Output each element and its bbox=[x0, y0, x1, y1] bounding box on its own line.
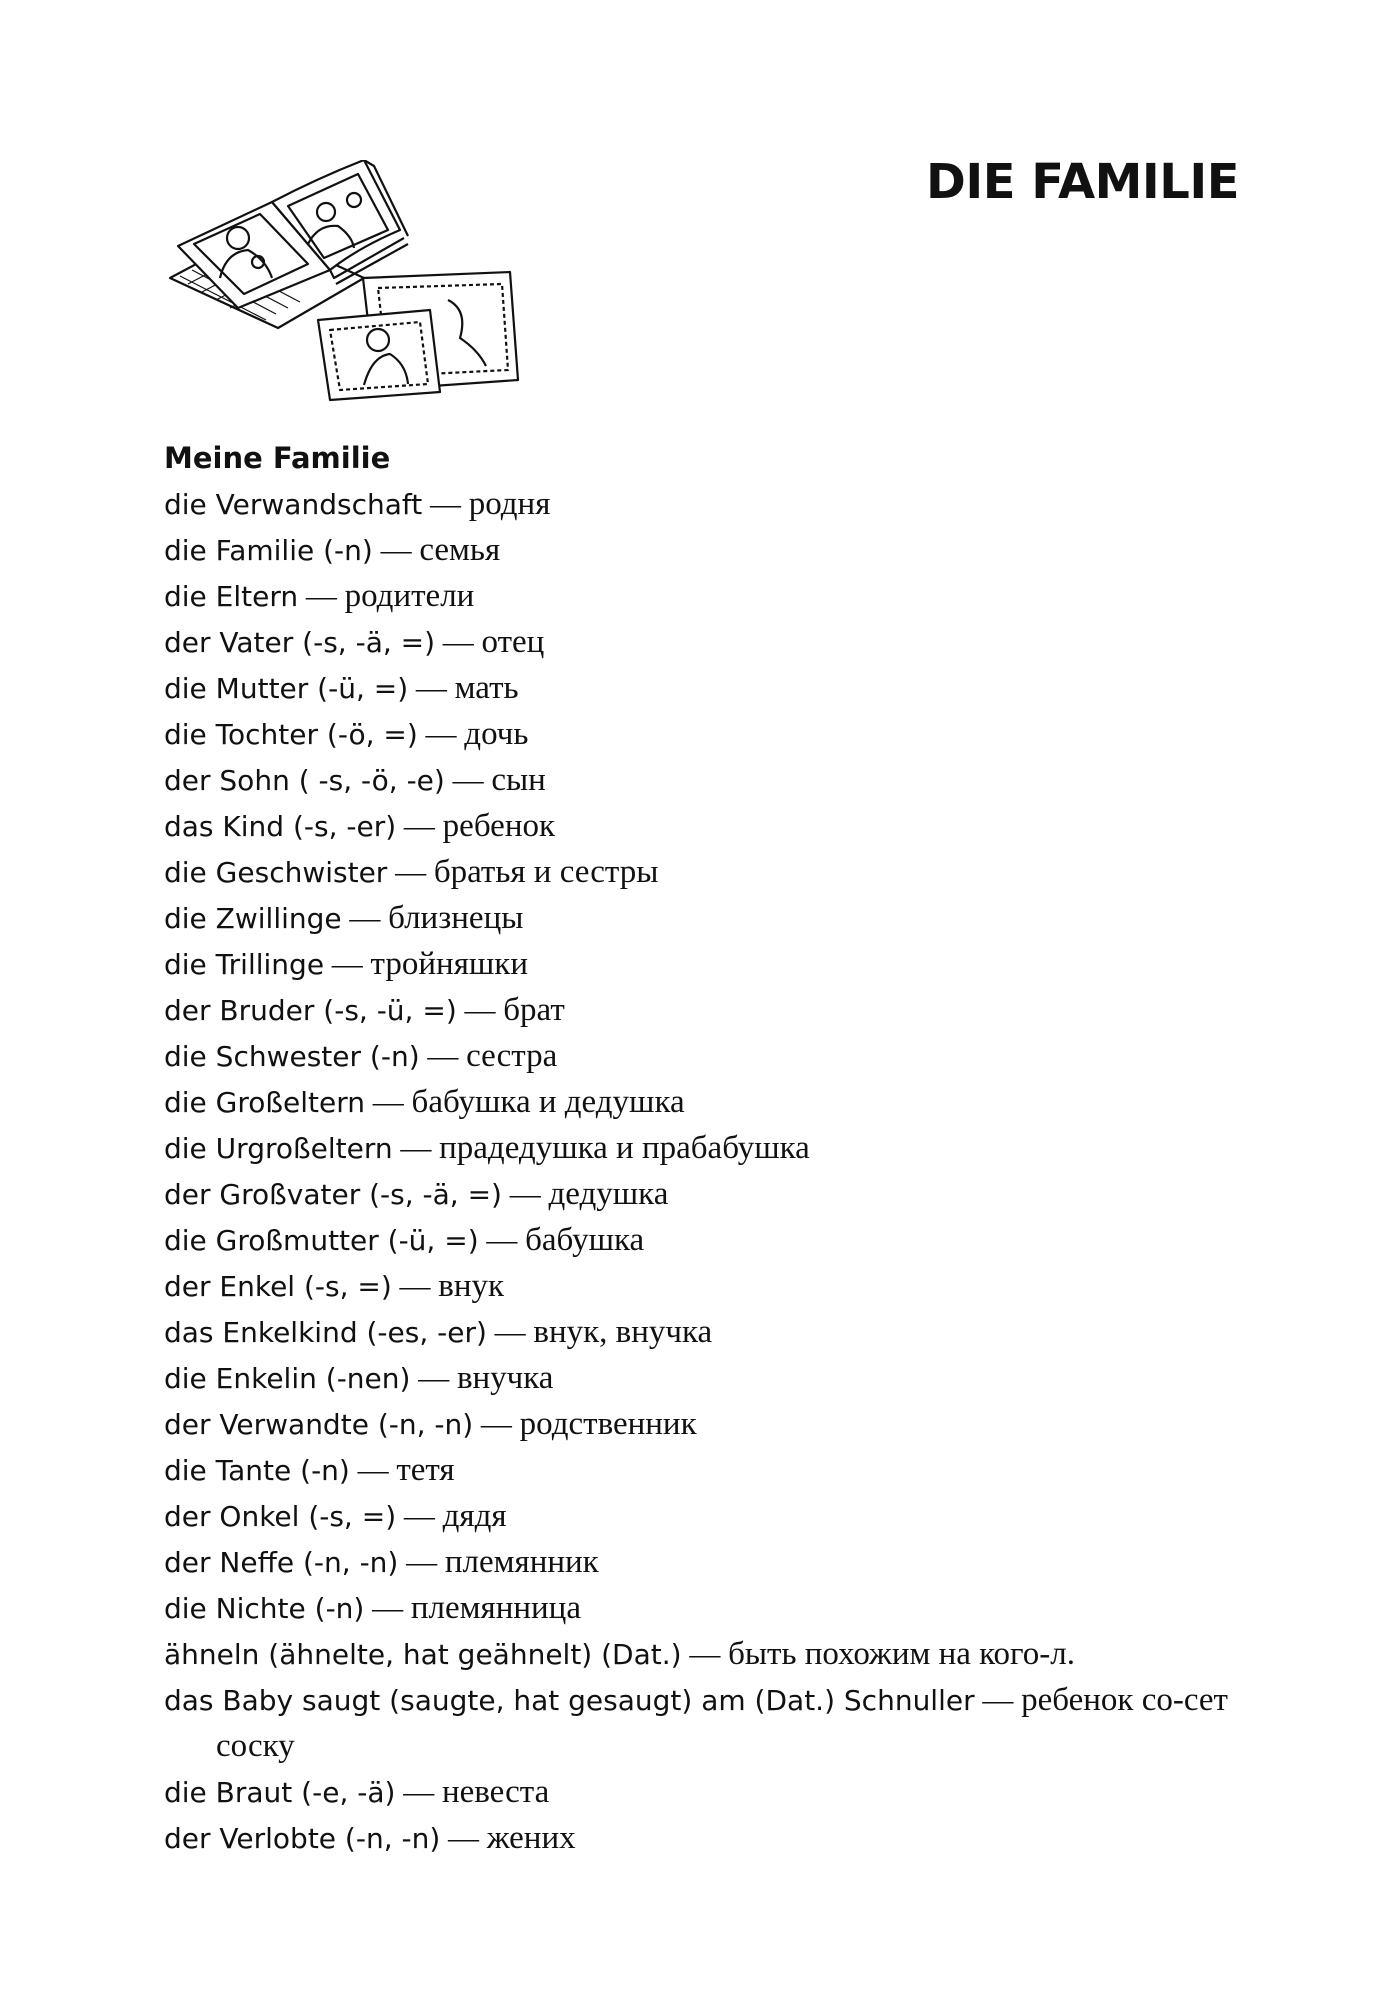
separator-dash: — bbox=[395, 854, 427, 889]
separator-dash: — bbox=[380, 532, 412, 567]
german-term: die Urgroßeltern bbox=[164, 1132, 393, 1165]
russian-translation: бабушка и дедушка bbox=[411, 1084, 685, 1120]
vocab-entry bbox=[164, 1447, 1244, 1493]
russian-translation: бабушка bbox=[525, 1222, 645, 1258]
russian-translation: тетя bbox=[396, 1452, 455, 1488]
german-term: der Enkel (-s, =) bbox=[164, 1270, 392, 1303]
separator-dash: — bbox=[427, 1038, 459, 1073]
vocab-entry bbox=[164, 1769, 1244, 1815]
photo-album-icon bbox=[168, 160, 528, 405]
german-term: die Trillinge bbox=[164, 948, 325, 981]
separator-dash: — bbox=[509, 1176, 541, 1211]
vocab-entry bbox=[164, 1263, 1244, 1309]
russian-translation: племянница bbox=[410, 1590, 581, 1626]
vocab-entry bbox=[164, 481, 1244, 527]
vocab-entry bbox=[164, 1309, 1244, 1355]
german-term: das Enkelkind (-es, -er) bbox=[164, 1316, 487, 1349]
russian-translation: ребенок со-сет соску bbox=[216, 1682, 1228, 1764]
separator-dash: — bbox=[494, 1314, 526, 1349]
russian-translation: сын bbox=[491, 762, 546, 798]
vocab-entry bbox=[164, 1401, 1244, 1447]
russian-translation: близнецы bbox=[388, 900, 524, 936]
separator-dash: — bbox=[372, 1084, 404, 1119]
german-term: der Vater (-s, -ä, =) bbox=[164, 626, 436, 659]
vocab-entry bbox=[164, 987, 1244, 1033]
german-term: die Eltern bbox=[164, 580, 299, 613]
german-term: die Familie (-n) bbox=[164, 534, 373, 567]
vocabulary-list bbox=[164, 481, 1244, 1861]
vocab-entry bbox=[164, 1539, 1244, 1585]
russian-translation: братья и сестры bbox=[433, 854, 659, 890]
vocab-entry bbox=[164, 1171, 1244, 1217]
separator-dash: — bbox=[429, 486, 461, 521]
separator-dash: — bbox=[464, 992, 496, 1027]
vocab-entry bbox=[164, 941, 1244, 987]
russian-translation: родня bbox=[468, 486, 551, 522]
german-term: der Verwandte (-n, -n) bbox=[164, 1408, 474, 1441]
russian-translation: родители bbox=[344, 578, 475, 614]
russian-translation: внук bbox=[438, 1268, 505, 1304]
russian-translation: родственник bbox=[519, 1406, 697, 1442]
separator-dash: — bbox=[406, 1544, 438, 1579]
russian-translation: отец bbox=[481, 624, 545, 660]
german-term: die Mutter (-ü, =) bbox=[164, 672, 409, 705]
german-term: der Sohn ( -s, -ö, -e) bbox=[164, 764, 445, 797]
german-term: die Zwillinge bbox=[164, 902, 342, 935]
russian-translation: быть похожим на кого-л. bbox=[728, 1636, 1075, 1672]
separator-dash: — bbox=[689, 1636, 721, 1671]
vocab-entry bbox=[164, 895, 1244, 941]
vocab-entry bbox=[164, 527, 1244, 573]
separator-dash: — bbox=[480, 1406, 512, 1441]
vocab-entry bbox=[164, 1815, 1244, 1861]
page-title: DIE FAMILIE bbox=[926, 154, 1239, 210]
vocab-entry bbox=[164, 711, 1244, 757]
separator-dash: — bbox=[305, 578, 337, 613]
german-term: die Enkelin (-nen) bbox=[164, 1362, 411, 1395]
separator-dash: — bbox=[403, 808, 435, 843]
vocab-entry bbox=[164, 1355, 1244, 1401]
russian-translation: брат bbox=[503, 992, 565, 1028]
vocab-entry bbox=[164, 619, 1244, 665]
russian-translation: жених bbox=[486, 1820, 576, 1856]
german-term: ähneln (ähnelte, hat geähnelt) (Dat.) bbox=[164, 1638, 682, 1671]
german-term: der Onkel (-s, =) bbox=[164, 1500, 397, 1533]
separator-dash: — bbox=[403, 1498, 435, 1533]
separator-dash: — bbox=[448, 1820, 480, 1855]
german-term: das Kind (-s, -er) bbox=[164, 810, 397, 843]
german-term: die Braut (-e, -ä) bbox=[164, 1776, 396, 1809]
separator-dash: — bbox=[486, 1222, 518, 1257]
vocab-entry bbox=[164, 1631, 1244, 1677]
separator-dash: — bbox=[452, 762, 484, 797]
russian-translation: дядя bbox=[442, 1498, 507, 1534]
german-term: der Großvater (-s, -ä, =) bbox=[164, 1178, 502, 1211]
vocab-entry bbox=[164, 849, 1244, 895]
separator-dash: — bbox=[399, 1268, 431, 1303]
separator-dash: — bbox=[425, 716, 457, 751]
separator-dash: — bbox=[403, 1774, 435, 1809]
german-term: die Großeltern bbox=[164, 1086, 366, 1119]
vocab-entry bbox=[164, 1033, 1244, 1079]
vocab-entry bbox=[164, 1585, 1244, 1631]
russian-translation: тройняшки bbox=[370, 946, 528, 982]
german-term: die Nichte (-n) bbox=[164, 1592, 365, 1625]
russian-translation: сестра bbox=[466, 1038, 558, 1074]
vocab-entry bbox=[164, 1493, 1244, 1539]
separator-dash: — bbox=[331, 946, 363, 981]
vocab-entry bbox=[164, 1125, 1244, 1171]
german-term: der Bruder (-s, -ü, =) bbox=[164, 994, 457, 1027]
german-term: die Tante (-n) bbox=[164, 1454, 350, 1487]
russian-translation: ребенок bbox=[442, 808, 556, 844]
separator-dash: — bbox=[349, 900, 381, 935]
vocab-entry bbox=[164, 665, 1244, 711]
german-term: der Neffe (-n, -n) bbox=[164, 1546, 399, 1579]
section-heading: Meine Familie bbox=[164, 441, 391, 475]
vocab-entry bbox=[164, 757, 1244, 803]
vocab-entry bbox=[164, 1677, 1244, 1769]
vocab-entry bbox=[164, 1079, 1244, 1125]
vocab-entry bbox=[164, 1217, 1244, 1263]
separator-dash: — bbox=[982, 1682, 1014, 1717]
german-term: die Tochter (-ö, =) bbox=[164, 718, 418, 751]
vocab-entry bbox=[164, 803, 1244, 849]
german-term: die Geschwister bbox=[164, 856, 388, 889]
separator-dash: — bbox=[372, 1590, 404, 1625]
separator-dash: — bbox=[400, 1130, 432, 1165]
separator-dash: — bbox=[442, 624, 474, 659]
vocab-entry bbox=[164, 573, 1244, 619]
russian-translation: внук, внучка bbox=[533, 1314, 713, 1350]
german-term: der Verlobte (-n, -n) bbox=[164, 1822, 441, 1855]
vocabulary-section bbox=[164, 436, 1244, 1861]
russian-translation: дедушка bbox=[548, 1176, 669, 1212]
russian-translation: семья bbox=[419, 532, 501, 568]
russian-translation: невеста bbox=[441, 1774, 550, 1810]
separator-dash: — bbox=[418, 1360, 450, 1395]
russian-translation: мать bbox=[454, 670, 519, 706]
russian-translation: прадедушка и прабабушка bbox=[439, 1130, 810, 1166]
german-term: die Schwester (-n) bbox=[164, 1040, 420, 1073]
separator-dash: — bbox=[357, 1452, 389, 1487]
german-term: die Großmutter (-ü, =) bbox=[164, 1224, 479, 1257]
russian-translation: внучка bbox=[456, 1360, 554, 1396]
separator-dash: — bbox=[415, 670, 447, 705]
russian-translation: дочь bbox=[464, 716, 529, 752]
german-term: das Baby saugt (saugte, hat gesaugt) am (Dat.) Schnuller bbox=[164, 1684, 975, 1717]
german-term: die Verwandschaft bbox=[164, 488, 423, 521]
russian-translation: племянник bbox=[444, 1544, 599, 1580]
